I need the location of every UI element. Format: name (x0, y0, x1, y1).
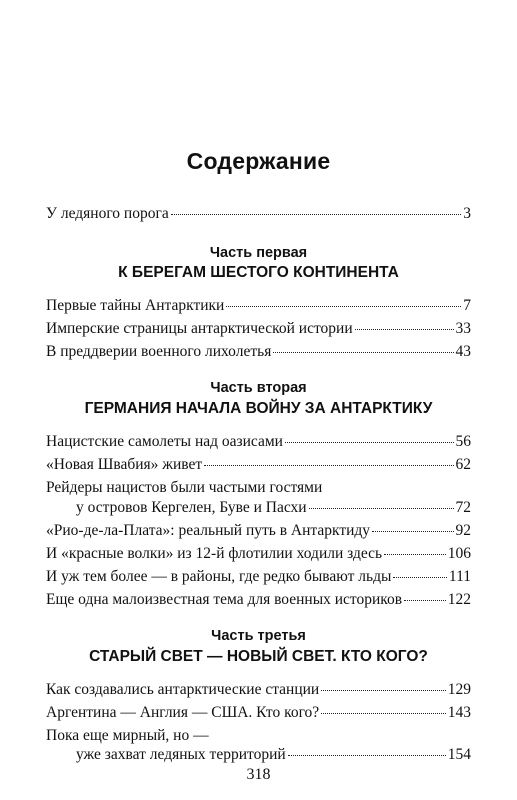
toc-entry-continuation[interactable] (76, 745, 471, 765)
toc-entry-page: 62 (455, 456, 471, 473)
toc-entry-title: В преддверии военного лихолетья (46, 343, 272, 360)
toc-entry-title: У ледяного порога (46, 205, 169, 222)
toc-entry-page: 33 (455, 320, 471, 337)
leader-dots (204, 464, 453, 466)
toc-entry-page: 92 (455, 522, 471, 539)
leader-dots (171, 213, 462, 215)
toc-entry-title: уже захват ледяных территорий (76, 746, 286, 763)
toc-entry-title: Аргентина — Англия — США. Кто кого? (46, 704, 320, 721)
toc-entry-title: Рейдеры нацистов были частыми гостями (46, 479, 323, 496)
page-title: Содержание (186, 148, 331, 174)
leader-dots (309, 507, 454, 509)
toc-entry-title: «Рио-де-ла-Плата»: реальный путь в Антарктиду (46, 522, 371, 539)
toc-entry-title: Пока еще мирный, но — (46, 727, 209, 744)
toc-entry-title: «Новая Швабия» живет (46, 456, 203, 473)
part-3-title: СТАРЫЙ СВЕТ — НОВЫЙ СВЕТ. КТО КОГО? (89, 648, 428, 665)
toc-entry-title: И «красные волки» из 12-й флотилии ходили здесь (46, 545, 383, 562)
toc-entry[interactable] (46, 544, 471, 564)
toc-entry-title: Имперские страницы антарктической истории (46, 320, 353, 337)
toc-entry-page: 56 (455, 433, 471, 450)
leader-dots (372, 530, 453, 532)
toc-entry[interactable] (46, 680, 471, 700)
toc-entry[interactable] (46, 521, 471, 541)
leader-dots (288, 754, 446, 756)
toc-entry-title: Первые тайны Антарктики (46, 297, 225, 314)
toc-entry-page: 106 (447, 545, 471, 562)
toc-entry-continuation[interactable] (76, 498, 471, 518)
toc-entry-title: Как создавались антарктические станции (46, 681, 320, 698)
toc-entry[interactable] (46, 590, 471, 610)
toc-entry-intro[interactable] (46, 204, 471, 224)
leader-dots (404, 599, 446, 601)
toc-entry[interactable] (46, 319, 471, 339)
toc-entry[interactable] (46, 703, 471, 723)
toc-entry-page: 111 (448, 568, 471, 585)
toc-entry-page: 3 (463, 205, 471, 222)
toc-entry-page: 129 (447, 681, 471, 698)
toc-entry-page: 7 (463, 297, 471, 314)
leader-dots (226, 305, 461, 307)
leader-dots (321, 689, 446, 691)
toc-entry[interactable] (46, 726, 471, 746)
part-1-title: К БЕРЕГАМ ШЕСТОГО КОНТИНЕНТА (118, 264, 399, 281)
part-2-title: ГЕРМАНИЯ НАЧАЛА ВОЙНУ ЗА АНТАРКТИКУ (84, 400, 433, 417)
toc-entry-page: 43 (455, 343, 471, 360)
page-number: 318 (246, 766, 271, 783)
leader-dots (355, 328, 454, 330)
part-3-label: Часть третья (211, 628, 306, 644)
toc-entry-title: Нацистские самолеты над оазисами (46, 433, 283, 450)
toc-entry-page: 143 (447, 704, 471, 721)
leader-dots (393, 576, 447, 578)
toc-entry-page: 72 (455, 499, 471, 516)
part-2-label: Часть вторая (210, 380, 307, 396)
toc-entry[interactable] (46, 478, 471, 498)
toc-entry-title: у островов Кергелен, Буве и Пасхи (76, 499, 307, 516)
toc-entry-page: 122 (447, 591, 471, 608)
toc-entry-title: Еще одна малоизвестная тема для военных историков (46, 591, 403, 608)
toc-entry-page: 154 (447, 746, 471, 763)
toc-entry[interactable] (46, 567, 471, 587)
toc-entry-title: И уж тем более — в районы, где редко бывают льды (46, 568, 392, 585)
toc-entry[interactable] (46, 432, 471, 452)
toc-entry[interactable] (46, 296, 471, 316)
toc-entry[interactable] (46, 342, 471, 362)
leader-dots (321, 712, 446, 714)
leader-dots (285, 441, 454, 443)
toc-entry[interactable] (46, 455, 471, 475)
part-1-label: Часть первая (209, 245, 308, 261)
leader-dots (384, 553, 446, 555)
leader-dots (273, 351, 453, 353)
